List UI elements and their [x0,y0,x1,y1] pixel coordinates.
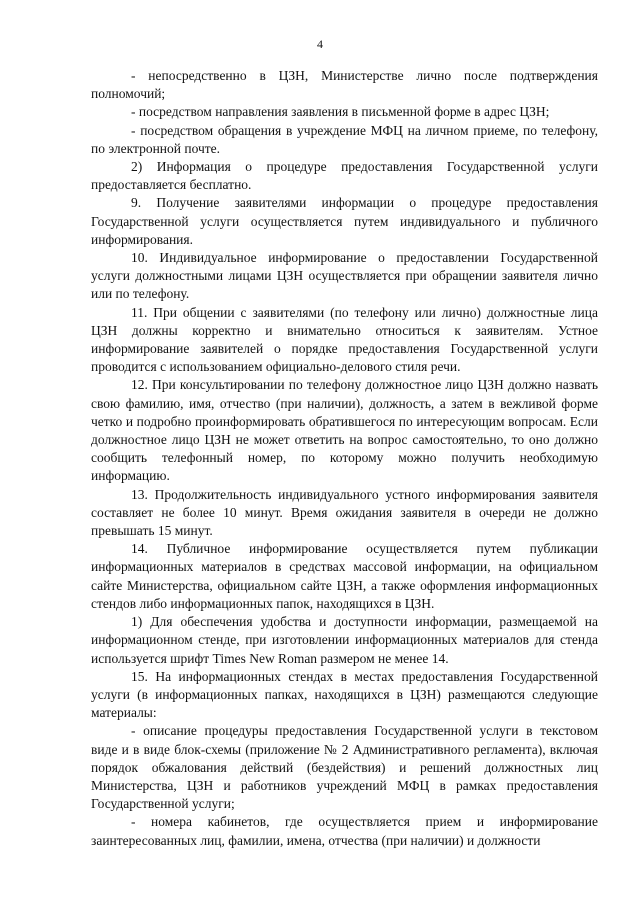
paragraph-procedure-description: - описание процедуры предоставления Государственной услуги в текстовом виде и в виде блок-схемы (приложение № 2 Административного регламента), включая порядок обжалования действий (бездействия) и решений должностных лиц Министерства, ЦЗН и работников учреждений МФЦ в рамках предоставления Государственной услуги; [91,723,598,812]
paragraph-item-14-1: 1) Для обеспечения удобства и доступности информации, размещаемой на информационном стенде, при изготовлении информационных материалов для стенда используется шрифт Times New Roman размером не менее 14. [91,614,598,666]
paragraph-item-15: 15. На информационных стендах в местах предоставления Государственной услуги (в информационных папках, находящихся в ЦЗН) размещаются следующие материалы: [91,668,598,721]
paragraph-item-12: 12. При консультировании по телефону должностное лицо ЦЗН должно назвать свою фамилию, имя, отчество (при наличии), должность, а затем в вежливой форме четко и подробно проинформировать обратившегося по интересующим вопросам. Если должностное лицо ЦЗН не может ответить на вопрос самостоятельно, то оно должно сообщить телефонный номер, по которому можно получить необходимую информацию. [91,377,598,484]
paragraph-item-14: 14. Публичное информирование осуществляется путем публикации информационных материалов в средствах массовой информации, на официальном сайте Министерства, официальном сайте ЦЗН, а также оформления информационных стендов либо информационных папок, находящихся в ЦЗН. [91,541,598,611]
paragraph-item-11: 11. При общении с заявителями (по телефону или лично) должностные лица ЦЗН должны корректно и внимательно относиться к заявителям. Устное информирование заявителей о порядке предоставления Государственной услуги проводится с использованием официально-делового стиля речи. [91,304,598,375]
paragraph-office-numbers: - номера кабинетов, где осуществляется прием и информирование заинтересованных лиц, фамилии, имена, отчества (при наличии) и должности [91,814,598,848]
paragraph-item-13: 13. Продолжительность индивидуального устного информирования заявителя составляет не более 10 минут. Время ожидания заявителя в очереди не должно превышать 15 минут. [91,486,598,539]
paragraph-item-9: 9. Получение заявителями информации о процедуре предоставления Государственной услуги осуществляется путем индивидуального и публичного информирования. [91,195,598,247]
paragraph-item-10: 10. Индивидуальное информирование о предоставлении Государственной услуги должностными лицами ЦЗН осуществляется при обращении заявителя лично или по телефону. [91,250,598,302]
paragraph-mfc-contact: - посредством обращения в учреждение МФЦ на личном приеме, по телефону, по электронной почте. [91,122,598,156]
paragraph-free-info: 2) Информация о процедуре предоставления Государственной услуги предоставляется бесплатно. [91,159,598,193]
document-body [91,67,598,850]
paragraph-in-person: - непосредственно в ЦЗН, Министерстве лично после подтверждения полномочий; [91,68,598,102]
page-number: 4 [317,37,323,51]
paragraph-written-request: - посредством направления заявления в письменной форме в адрес ЦЗН; [131,104,550,120]
